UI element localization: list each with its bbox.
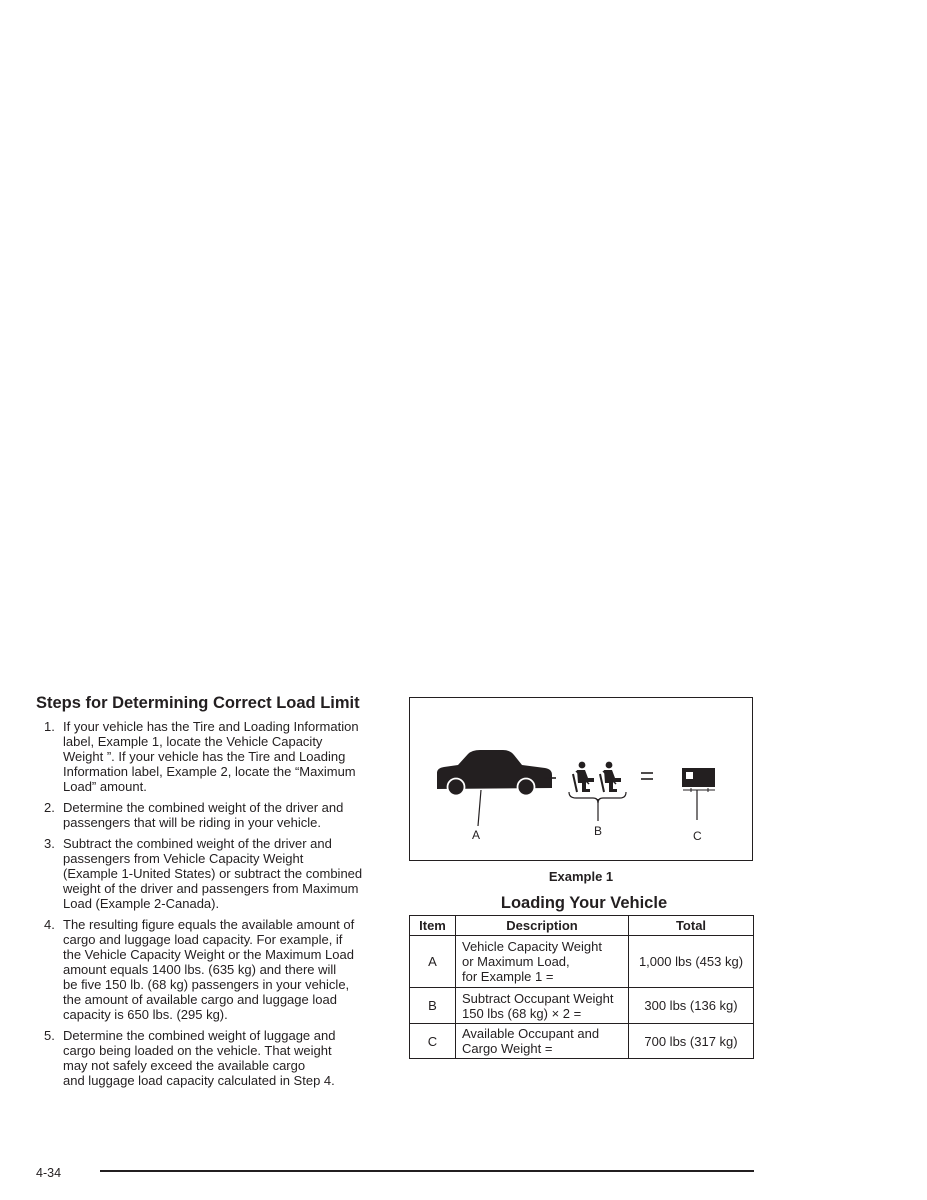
cell-item: C — [410, 1024, 456, 1059]
cargo-icon — [682, 768, 715, 820]
figure-caption: Example 1 — [548, 869, 614, 884]
section-title: Steps for Determining Correct Load Limit — [36, 694, 360, 712]
step-text: Determine the combined weight of luggage and cargo being loaded on the vehicle. That weight may not safely exceed the available cargo and luggage load capacity calculated in Step 4. — [63, 1027, 336, 1089]
cell-description: Subtract Occupant Weight 150 lbs (68 kg) × 2 = — [456, 988, 629, 1024]
header-description: Description — [456, 916, 629, 936]
step-item — [36, 836, 386, 911]
steps-list — [36, 719, 386, 1094]
cell-item: A — [410, 936, 456, 988]
example-figure — [409, 697, 753, 861]
table-header-row — [410, 916, 754, 936]
cell-total: 700 lbs (317 kg) — [629, 1024, 754, 1059]
cell-total: 1,000 lbs (453 kg) — [629, 936, 754, 988]
step-number: 1. — [44, 719, 55, 734]
step-number: 2. — [44, 799, 55, 815]
step-number: 5. — [44, 1027, 55, 1043]
occupants-icon — [569, 762, 626, 821]
figure-label-c: C — [693, 829, 702, 843]
loading-table — [409, 915, 754, 1059]
step-text: The resulting figure equals the available amount of cargo and luggage load capacity. For example, if the Vehicle Capacity Weight or the Maximum Load amount equals 1400 lbs. (635 kg) and there will be five 150 lb. (68 kg) passengers in your vehicle, the amount of available cargo and luggage load capacity is 650 lbs. (295 kg). — [63, 916, 355, 1023]
step-item — [36, 1028, 386, 1088]
step-text: Subtract the combined weight of the driver and passengers from Vehicle Capacity Weight (Example 1-United States) or subtract the combined weight of the driver and passengers from Maximum Load (Example 2-Canada). — [63, 835, 363, 912]
cell-total: 300 lbs (136 kg) — [629, 988, 754, 1024]
step-item — [36, 917, 386, 1023]
car-icon — [437, 750, 552, 826]
header-item: Item — [410, 916, 456, 936]
cell-description: Available Occupant and Cargo Weight = — [456, 1024, 629, 1059]
equals-sign — [641, 773, 653, 779]
step-number: 3. — [44, 835, 55, 851]
figure-label-b: B — [594, 824, 603, 838]
step-text: If your vehicle has the Tire and Loading Information label, Example 1, locate the Vehicle Capacity Weight ”. If your vehicle has the Tire and Loading Information label, Example 2, locate the “Maximum Load” amount. — [63, 719, 359, 795]
table-title: Loading Your Vehicle — [500, 894, 668, 912]
figure-label-a: A — [472, 828, 481, 842]
step-item — [36, 800, 386, 830]
header-total: Total — [629, 916, 754, 936]
step-number: 4. — [44, 916, 55, 932]
table-row — [410, 936, 754, 988]
footer-rule — [100, 1170, 754, 1172]
table-row — [410, 1024, 754, 1059]
cell-description: Vehicle Capacity Weight or Maximum Load, for Example 1 = — [456, 936, 629, 988]
step-item — [36, 719, 386, 794]
table-row — [410, 988, 754, 1024]
cell-item: B — [410, 988, 456, 1024]
page-number: 4-34 — [36, 1166, 62, 1180]
step-text: Determine the combined weight of the driver and passengers that will be riding in your vehicle. — [63, 799, 344, 831]
